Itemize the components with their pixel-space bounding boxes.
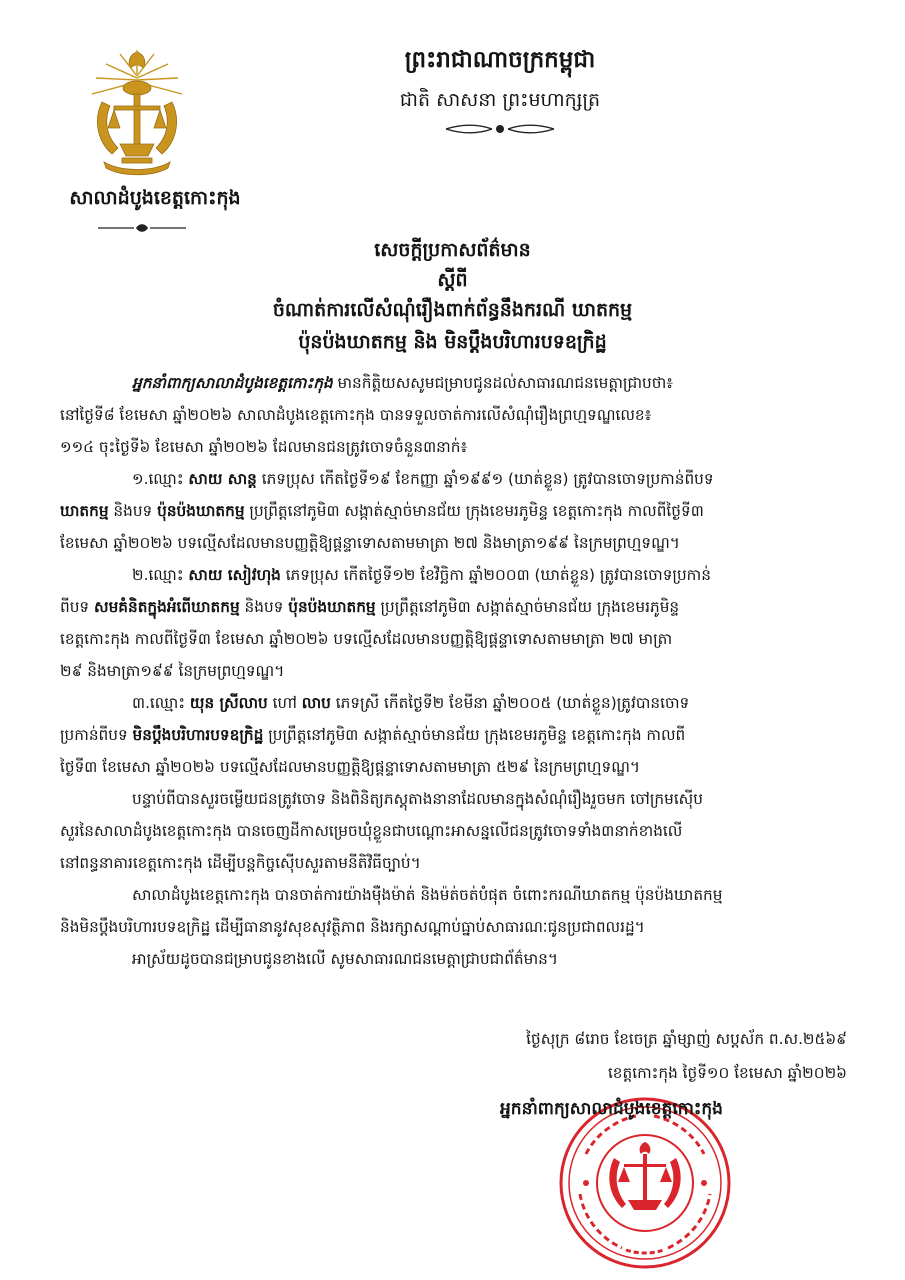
- announcement-title: សេចក្តីប្រកាសព័ត៌មាន: [374, 239, 531, 261]
- accused1-location: ប្រព្រឹត្តនៅភូមិ៣ សង្កាត់ស្មាច់មានជ័យ ក្រុងខេមរភូមិន្ទ ខេត្តកោះកុង កាលពីថ្ងៃទី៣: [244, 502, 704, 520]
- charge-attempted-murder: ប៉ុនប៉ងឃាតកម្ម: [157, 502, 245, 520]
- motto-ornament-icon: [442, 122, 558, 136]
- accused3-line3: ថ្ងៃទី៣ ខែមេសា ឆ្នាំ២០២៦ បទល្មើសដែលមានបញ្ញត្តិឱ្យផ្តន្ទាទោសតាមមាត្រា ៥២៩ នៃក្រមព្រហ្មទណ្ឌ។: [60, 758, 640, 776]
- title-subject-label: ស្តីពី: [437, 269, 468, 291]
- accused1-line3: ខែមេសា ឆ្នាំ២០២៦ បទល្មើសដែលមានបញ្ញត្តិឱ្យផ្តន្ទាទោសតាមមាត្រា ២៧ និងមាត្រា១៩៩ នៃក្រមព្រហ្មទណ្ឌ។: [60, 534, 680, 552]
- charge-connector: និងបទ: [108, 502, 158, 520]
- accused3-name: យុន ស្រីលាប: [189, 694, 268, 712]
- detention-line3: នៅពន្ធនាគារខេត្តកោះកុង ដើម្បីបន្តកិច្ចស៊ើបសួរតាមនីតិវិធីច្បាប់។: [60, 854, 421, 872]
- national-motto: ជាតិ សាសនា ព្រះមហាក្សត្រ: [399, 89, 601, 111]
- accused2-location: ប្រព្រឹត្តនៅភូមិ៣ សង្កាត់ស្មាច់មានជ័យ ក្រុងខេមរភូមិន្ទ: [375, 598, 680, 616]
- signatory-title: អ្នកនាំពាក្យសាលាដំបូងខេត្តកោះកុង: [500, 1099, 723, 1119]
- court-action-line2: និងមិនប្តឹងបរិហារបទឧក្រិដ្ឋ ដើម្បីធានានូវសុខសុវត្ថិភាព និងរក្សាសណ្តាប់ធ្នាប់សាធារណៈជូនប្រជាពលរដ្ឋ។: [60, 918, 645, 936]
- accused2-line2: [60, 596, 850, 628]
- court-action-line1: សាលាដំបូងខេត្តកោះកុង បានចាត់ការយ៉ាងម៉ឺងម៉ាត់ និងម៉ត់ចត់បំផុត ចំពោះករណីឃាតកម្ម ប៉ុនប៉ងឃាតកម្ម: [132, 886, 723, 904]
- charge-accomplice: សមគំនិតក្នុងអំពើឃាតកម្ម: [94, 598, 240, 616]
- accused3-location: ប្រព្រឹត្តនៅភូមិ៣ សង្កាត់ស្មាច់មានជ័យ ក្រុងខេមរភូមិន្ទ ខេត្តកោះកុង កាលពី: [263, 726, 686, 744]
- accused3-line2: [60, 724, 850, 756]
- ornament-divider-icon: [96, 222, 188, 234]
- lunar-date: ថ្ងៃសុក្រ ៨រោច ខែចេត្រ ឆ្នាំម្សាញ់ សប្តស័ក ព.ស.២៥៦៩: [526, 1030, 847, 1048]
- accused2-line1: [60, 564, 850, 596]
- intro-text: មានកិត្តិយសសូមជម្រាបជូនដល់សាធារណជនមេត្តាជ្រាបថា៖: [332, 374, 674, 392]
- accused3-alias: លាប: [301, 694, 331, 712]
- charge-prefix: ប្រកាន់ពីបទ: [60, 726, 133, 744]
- accused3-prefix: ៣.ឈ្មោះ: [132, 694, 190, 712]
- charge-murder: ឃាតកម្ម: [60, 502, 109, 520]
- intro-line1: [60, 372, 850, 404]
- accused2-details: ភេទប្រុស កើតថ្ងៃទី១២ ខែវិច្ឆិកា ឆ្នាំ២០០៣ (ឃាត់ខ្លួន) ត្រូវបានចោទប្រកាន់: [280, 566, 711, 584]
- alias-connector: ហៅ: [267, 694, 302, 712]
- accused1-name: សាយ សាន្ត: [188, 470, 257, 488]
- charge-failure-to-report: មិនប្តឹងបរិហារបទឧក្រិដ្ឋ: [132, 726, 264, 744]
- detention-line2: សួរនៃសាលាដំបូងខេត្តកោះកុង បានចេញដីកាសម្រេចឃុំខ្លួនជាបណ្តោះអាសន្នលើជនត្រូវចោទទាំង៣នាក់ខាងលើ: [60, 822, 683, 840]
- title-subject-line2: ប៉ុនប៉ងឃាតកម្ម និង មិនប្តឹងបរិហារបទឧក្រិដ្ឋ: [298, 331, 607, 353]
- accused3-details: ភេទស្រី កើតថ្ងៃទី២ ខែមីនា ឆ្នាំ២០០៥ (ឃាត់ខ្លួន)ត្រូវបានចោទ: [330, 694, 690, 712]
- title-subject-line1: ចំណាត់ការលើសំណុំរឿងពាក់ព័ន្ធនឹងករណី ឃាតកម្ម: [272, 299, 633, 321]
- accused1-line1: [60, 468, 850, 500]
- spokesperson-label: អ្នកនាំពាក្យសាលាដំបូងខេត្តកោះកុង: [132, 374, 333, 392]
- charge-connector: និងបទ: [239, 598, 289, 616]
- accused2-name: សាយ សៀវហុង: [188, 566, 281, 584]
- closing-line: អាស្រ័យដូចបានជម្រាបជូនខាងលើ សូមសាធារណជនមេត្តាជ្រាបជាព័ត៌មាន។: [132, 950, 558, 968]
- detention-line1: បន្ទាប់ពីបានសួរចម្លើយជនត្រូវចោទ និងពិនិត្យភស្តុតាងនានាដែលមានក្នុងសំណុំរឿងរួចមក ចៅក្រមស៊ើប: [132, 790, 703, 808]
- accused2-line3: ខេត្តកោះកុង កាលពីថ្ងៃទី៣ ខែមេសា ឆ្នាំ២០២៦ បទល្មើសដែលមានបញ្ញត្តិឱ្យផ្តន្ទាទោសតាមមាត្រា ២៧ មាត្រា: [60, 630, 673, 648]
- charge-attempted-murder: ប៉ុនប៉ងឃាតកម្ម: [288, 598, 376, 616]
- accused2-line4: ២៩ និងមាត្រា១៩៩ នៃក្រមព្រហ្មទណ្ឌ។: [60, 662, 285, 680]
- accused1-prefix: ១.ឈ្មោះ: [132, 470, 189, 488]
- place-date: ខេត្តកោះកុង ថ្ងៃទី១០ ខែមេសា ឆ្នាំ២០២៦: [607, 1064, 847, 1082]
- intro-line2: នៅថ្ងៃទី៨ ខែមេសា ឆ្នាំ២០២៦ សាលាដំបូងខេត្តកោះកុង បានទទួលចាត់ការលើសំណុំរឿងព្រហ្មទណ្ឌលេខ៖: [60, 406, 652, 424]
- accused2-prefix: ២.ឈ្មោះ: [132, 566, 189, 584]
- kingdom-title: ព្រះរាជាណាចក្រកម្ពុជា: [404, 47, 596, 73]
- court-emblem-icon: [84, 44, 190, 179]
- court-name: សាលាដំបូងខេត្តកោះកុង: [69, 187, 241, 209]
- accused1-details: ភេទប្រុស កើតថ្ងៃទី១៩ ខែកញ្ញា ឆ្នាំ១៩៩១ (ឃាត់ខ្លួន) ត្រូវបានចោទប្រកាន់ពីបទ: [256, 470, 714, 488]
- intro-line3: ១១៤ ចុះថ្ងៃទី៦ ខែមេសា ឆ្នាំ២០២៦ ដែលមានជនត្រូវចោទចំនួន៣នាក់៖: [60, 438, 468, 456]
- accused3-line1: [60, 692, 850, 724]
- accused1-line2: [60, 500, 850, 532]
- charge-prefix: ពីបទ: [60, 598, 94, 616]
- announcement-body: [60, 372, 850, 980]
